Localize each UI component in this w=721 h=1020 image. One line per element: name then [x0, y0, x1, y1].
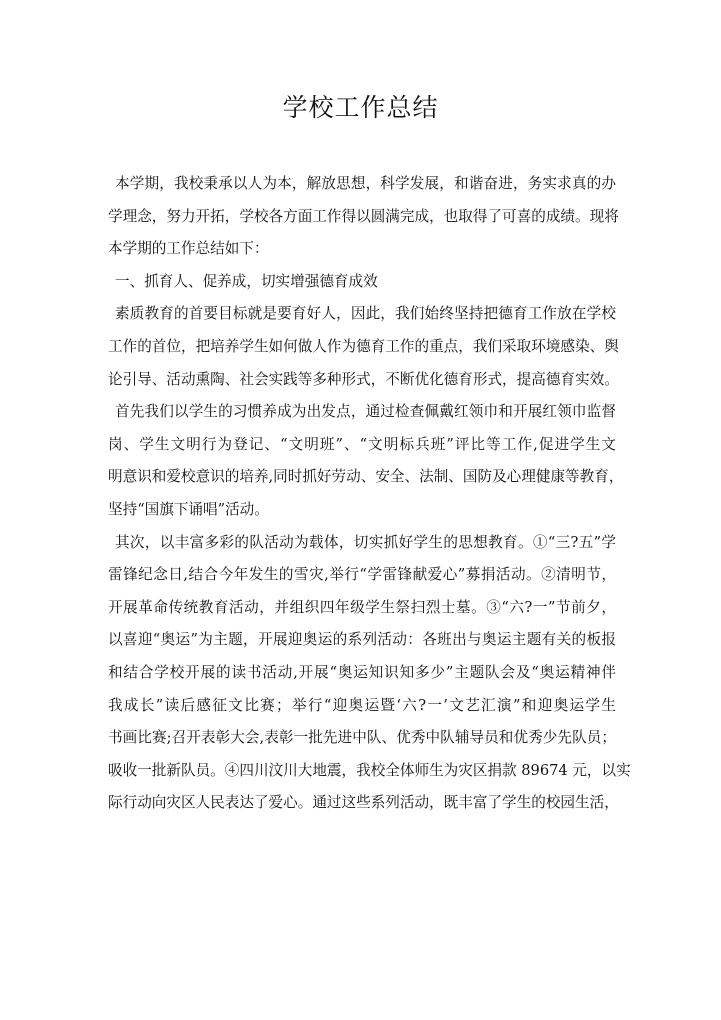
text-line: 其次，以丰富多彩的队活动为载体，切实抓好学生的思想教育。①“三?五”学	[115, 533, 616, 551]
text-line: 以喜迎“奥运”为主题，开展迎奥运的系列活动：各班出与奥运主题有关的板报	[108, 631, 616, 649]
text-line: 我成长”读后感征文比赛；举行“迎奥运暨‘六?一’文艺汇演”和迎奥运学生	[108, 696, 616, 714]
text-line: 坚持“国旗下诵唱”活动。	[108, 500, 269, 518]
text-line: 吸收一批新队员。④四川汶川大地震，我校全体师生为灾区捐款 89674 元，以实	[108, 761, 631, 779]
text-line: 首先我们以学生的习惯养成为出发点，通过检查佩戴红领巾和开展红领巾监督	[115, 403, 616, 421]
text-line: 和结合学校开展的读书活动,开展“奥运知识知多少”主题队会及“奥运精神伴	[108, 663, 616, 681]
text-line: 本学期的工作总结如下：	[108, 240, 269, 258]
text-line: 际行动向灾区人民表达了爱心。通过这些系列活动，既丰富了学生的校园生活，	[108, 794, 619, 812]
text-line: 开展革命传统教育活动，并组织四年级学生祭扫烈士墓。③“六?一”节前夕，	[108, 598, 616, 616]
document-body	[108, 168, 631, 820]
text-line: 学理念，努力开拓，学校各方面工作得以圆满完成，也取得了可喜的成绩。现将	[108, 207, 619, 225]
text-line: 岗、学生文明行为登记、“文明班”、“文明标兵班”评比等工作,促进学生文	[108, 435, 616, 453]
text-line: 一、抓育人、促养成，切实增强德育成效	[115, 272, 378, 290]
text-line: 雷锋纪念日,结合今年发生的雪灾,举行“学雷锋献爱心”募捐活动。②清明节，	[108, 566, 616, 584]
text-line: 明意识和爱校意识的培养,同时抓好劳动、安全、法制、国防及心理健康等教育，	[108, 468, 624, 486]
text-line: 书画比赛;召开表彰大会,表彰一批先进中队、优秀中队辅导员和优秀少先队员；	[108, 729, 616, 747]
text-line: 工作的首位，把培养学生如何做人作为德育工作的重点，我们采取环境感染、舆	[108, 337, 619, 355]
text-line: 本学期，我校秉承以人为本，解放思想，科学发展，和谐奋进，务实求真的办	[115, 175, 616, 192]
text-line: 素质教育的首要目标就是要育好人，因此，我们始终坚持把德育工作放在学校	[115, 305, 616, 323]
text-line: 论引导、活动熏陶、社会实践等多种形式，不断优化德育形式，提高德育实效。	[108, 370, 619, 388]
document-title: 学校工作总结	[282, 93, 439, 122]
